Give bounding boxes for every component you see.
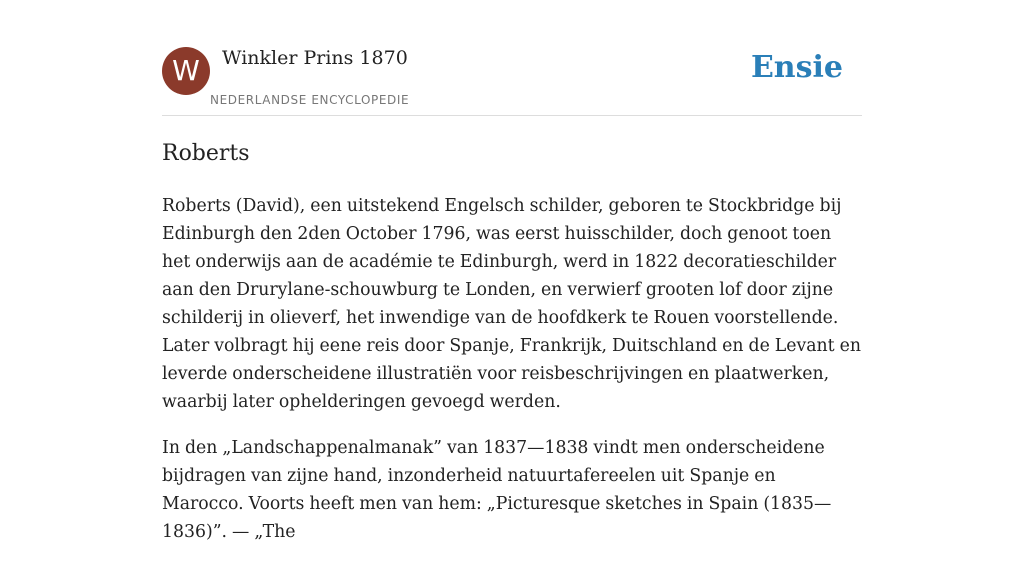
article-paragraph-1: Roberts (David), een uitstekend Engelsch schilder, geboren te Stockbridge bij Edinburgh den 2den October 1796, was eerst huisschilder, doch genoot toen het onderwijs aan de académie te Edinburgh, werd in 1822 decoratieschilder aan den Drurylane-schouwburg te Londen, en verwierf grooten lof door zijne schilderij in olieverf, het inwendige van de hoofdkerk te Rouen voorstellende. Later volbragt hij eene reis door Spanje, Frankrijk, Duitschland en de Levant en leverde onderscheidene illustratiën voor reisbeschrijvingen en plaatwerken, waarbij later ophelderingen gevoegd werden. <box>162 196 861 412</box>
article-title: Roberts <box>162 141 250 166</box>
source-subtitle: NEDERLANDSE ENCYCLOPEDIE <box>210 93 410 107</box>
article-body <box>162 192 862 564</box>
source-avatar[interactable]: W <box>162 47 210 95</box>
ensie-logo-link[interactable]: Ensie <box>750 50 843 85</box>
source-title[interactable]: Winkler Prins 1870 <box>222 47 408 69</box>
source-header <box>162 46 862 116</box>
article-paragraph-2: In den „Landschappenalmanak” van 1837—1838 vindt men onderscheidene bijdragen van zijne hand, inzonderheid natuurtafereelen uit Spanje en Marocco. Voorts heeft men van hem: „Picturesque sketches in Spain (1835—1836)”. — „The <box>162 438 832 542</box>
